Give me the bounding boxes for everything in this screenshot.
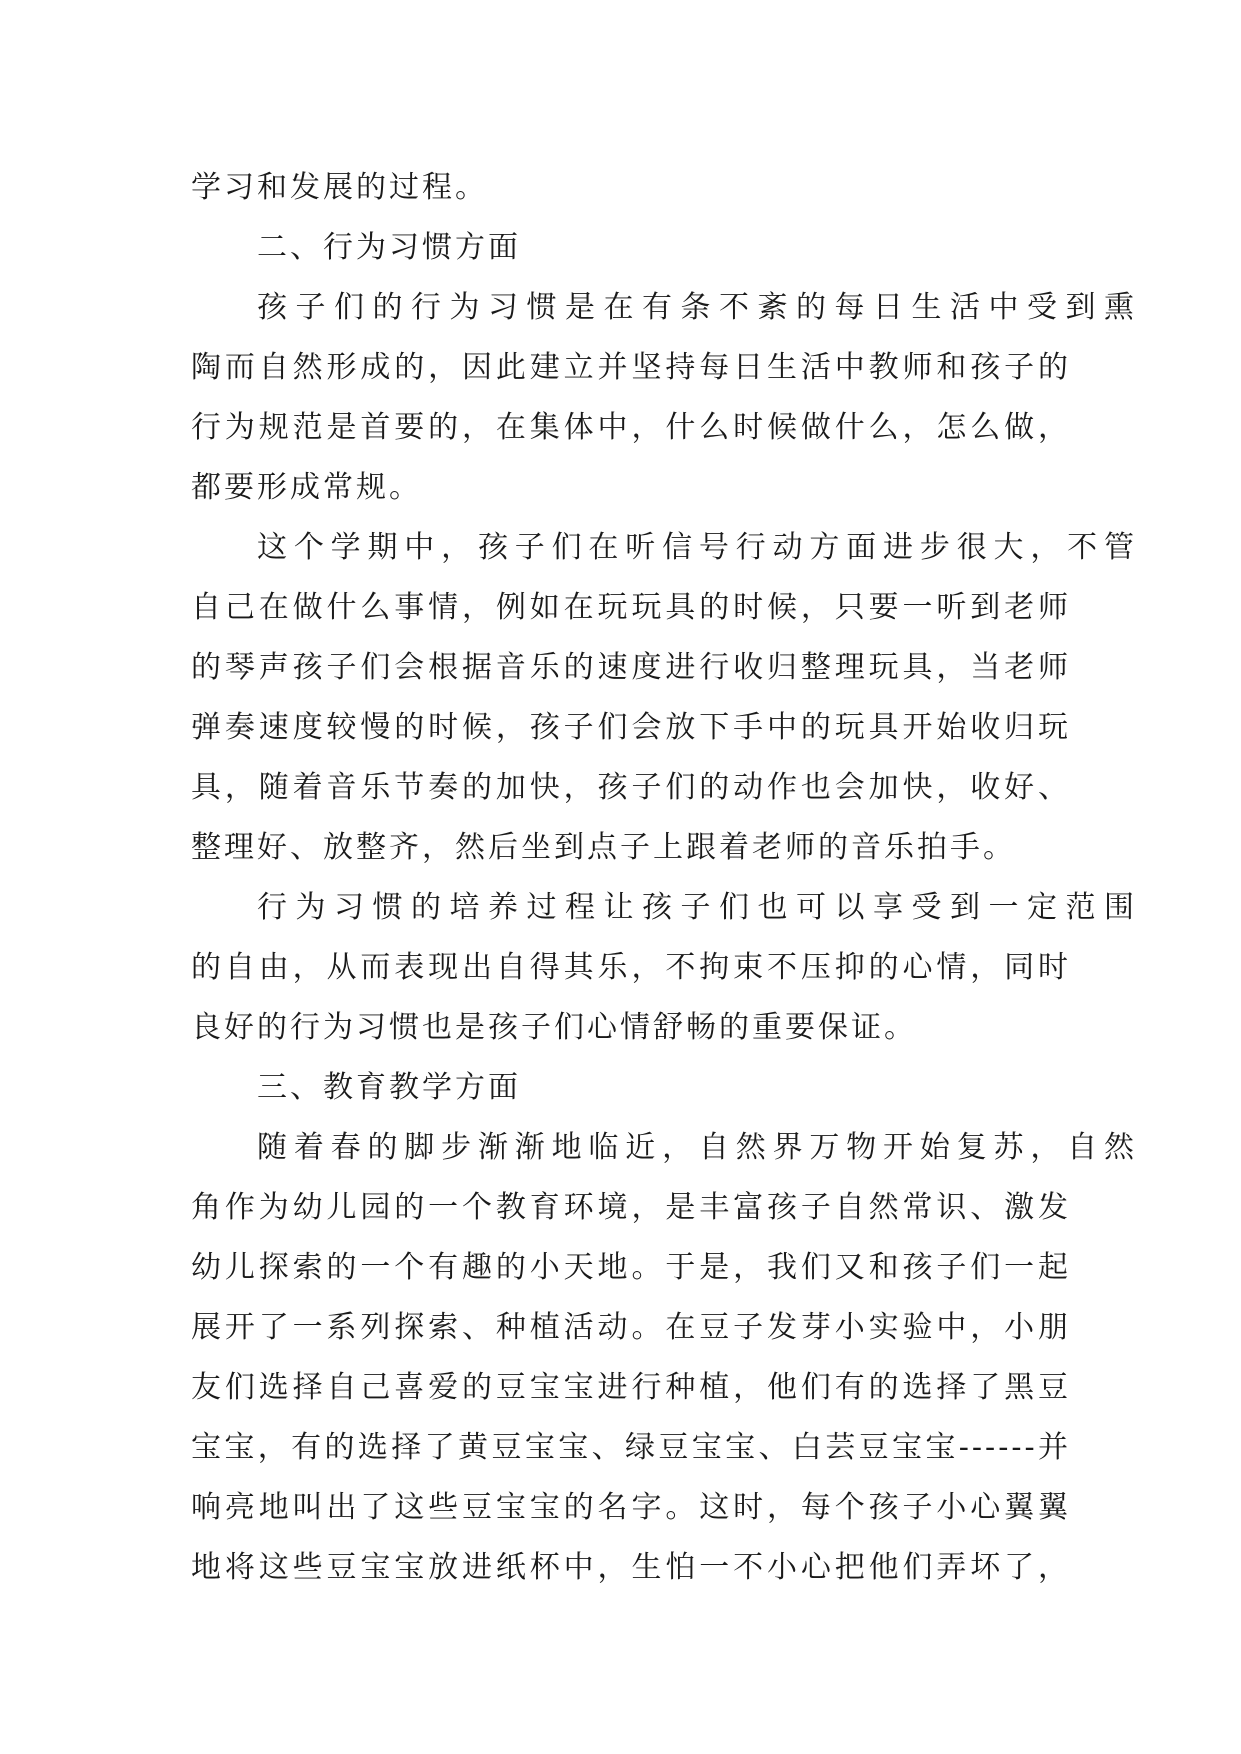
section-heading: 二、行为习惯方面 xyxy=(257,230,521,265)
text-line: 的自由，从而表现出自得其乐，不拘束不压抑的心情，同时 xyxy=(191,950,1071,985)
text-line: 宝宝，有的选择了黄豆宝宝、绿豆宝宝、白芸豆宝宝------并 xyxy=(191,1430,1071,1465)
text-line: 幼儿探索的一个有趣的小天地。于是，我们又和孩子们一起 xyxy=(191,1250,1071,1285)
text-line: 自己在做什么事情，例如在玩玩具的时候，只要一听到老师 xyxy=(191,590,1071,625)
text-line: 友们选择自己喜爱的豆宝宝进行种植，他们有的选择了黑豆 xyxy=(191,1370,1071,1405)
text-line: 这个学期中，孩子们在听信号行动方面进步很大，不管 xyxy=(257,530,1137,565)
text-line: 学习和发展的过程。 xyxy=(191,170,488,205)
text-line: 整理好、放整齐，然后坐到点子上跟着老师的音乐拍手。 xyxy=(191,830,1016,865)
text-line: 具，随着音乐节奏的加快，孩子们的动作也会加快，收好、 xyxy=(191,770,1071,805)
text-line: 随着春的脚步渐渐地临近，自然界万物开始复苏，自然 xyxy=(257,1130,1137,1165)
text-line: 行为习惯的培养过程让孩子们也可以享受到一定范围 xyxy=(257,890,1137,925)
text-line: 角作为幼儿园的一个教育环境，是丰富孩子自然常识、激发 xyxy=(191,1190,1071,1225)
text-line: 孩子们的行为习惯是在有条不紊的每日生活中受到熏 xyxy=(257,290,1137,325)
section-heading: 三、教育教学方面 xyxy=(257,1070,521,1105)
text-line: 行为规范是首要的，在集体中，什么时候做什么，怎么做， xyxy=(191,410,1071,445)
text-line: 展开了一系列探索、种植活动。在豆子发芽小实验中，小朋 xyxy=(191,1310,1071,1345)
text-line: 都要形成常规。 xyxy=(191,470,422,505)
text-line: 地将这些豆宝宝放进纸杯中，生怕一不小心把他们弄坏了， xyxy=(191,1550,1071,1585)
text-line: 弹奏速度较慢的时候，孩子们会放下手中的玩具开始收归玩 xyxy=(191,710,1071,745)
text-line: 的琴声孩子们会根据音乐的速度进行收归整理玩具，当老师 xyxy=(191,650,1071,685)
text-line: 陶而自然形成的，因此建立并坚持每日生活中教师和孩子的 xyxy=(191,350,1071,385)
document-body xyxy=(191,158,1137,1598)
text-line: 良好的行为习惯也是孩子们心情舒畅的重要保证。 xyxy=(191,1010,917,1045)
text-line: 响亮地叫出了这些豆宝宝的名字。这时，每个孩子小心翼翼 xyxy=(191,1490,1071,1525)
